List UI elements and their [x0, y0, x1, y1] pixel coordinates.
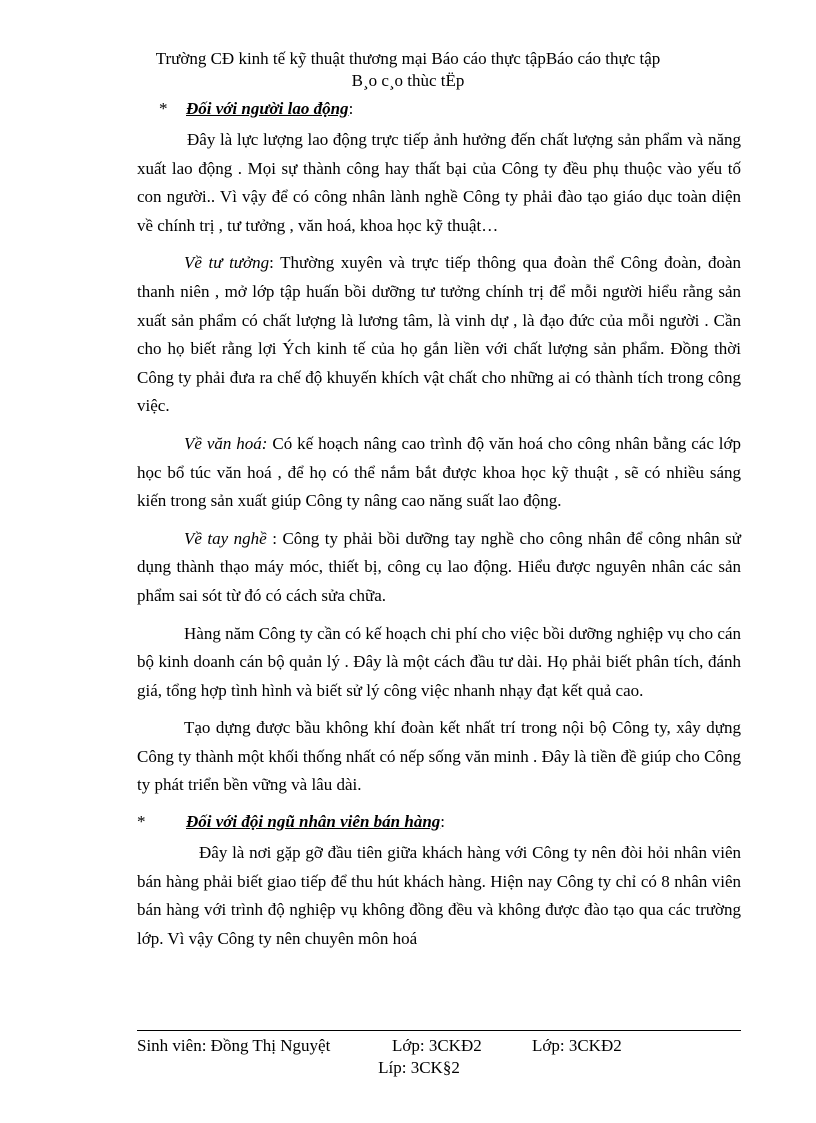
- paragraph-text: Đây là nơi gặp gỡ đầu tiên giữa khách hàng với Công ty nên đòi hỏi nhân viên bán hàng phải biết giao tiếp để thu hút khách hàng. Hiện nay Công ty chỉ có 8 nhân viên bán hàng với trình độ nghiệp vụ không đồng đều và không được đào tạo qua các trường lớp. Vì vậy Công ty nên chuyên môn hoá: [137, 843, 741, 948]
- header-line-1: Trường CĐ kinh tế kỹ thuật thương mại Báo cáo thực tậpBáo cáo thực tập: [155, 49, 661, 68]
- footer-divider: [137, 1030, 741, 1031]
- paragraph-text: Đây là lực lượng lao động trực tiếp ảnh hưởng đến chất lượng sản phẩm và năng xuất lao động . Mọi sự thành công hay thất bại của Công ty đều phụ thuộc vào yếu tố con người.. Vì vậy để có công nhân lành nghề Công ty phải đào tạo giáo dục toàn diện về chính trị , tư tưởng , văn hoá, khoa học kỹ thuật…: [137, 130, 741, 235]
- page-header: [0, 48, 816, 92]
- paragraph-lead: Về tay nghề: [184, 528, 267, 548]
- paragraph: [137, 714, 741, 800]
- paragraph: [137, 525, 741, 611]
- section-heading-workers: [137, 96, 741, 122]
- heading-suffix: :: [440, 812, 446, 832]
- heading-text: Đối với người lao động: [186, 99, 349, 118]
- paragraph: [137, 126, 741, 240]
- paragraph: [137, 839, 741, 953]
- paragraph: [137, 620, 741, 706]
- footer-row: [137, 1035, 741, 1057]
- paragraph-text: : Công ty phải bồi dưỡng tay nghề cho công nhân để công nhân sử dụng thành thạo máy móc, thiết bị, công cụ lao động. Hiểu được nguyên nhân các sản phẩm sai sót từ đó có cách sửa chữa.: [137, 528, 741, 605]
- paragraph-text: Tạo dựng được bầu không khí đoàn kết nhất trí trong nội bộ Công ty, xây dựng Công ty thành một khối thống nhất có nếp sống văn minh . Đây là tiền đề giúp cho Công ty phát triển bền vững và lâu dài.: [137, 718, 741, 795]
- section-heading-sales-staff: [137, 809, 741, 835]
- footer-class: Líp: 3CK§2: [378, 1058, 460, 1077]
- footer-class: Lớp: 3CKĐ2: [532, 1036, 622, 1055]
- header-line-2: B¸o c¸o thùc tËp: [351, 71, 465, 90]
- footer-row: [97, 1057, 741, 1079]
- heading-bullet: *: [137, 812, 146, 832]
- paragraph-text: : Thường xuyên và trực tiếp thông qua đoàn thể Công đoàn, đoàn thanh niên , mở lớp tập huấn bồi dưỡng tư tưởng chính trị để mỗi người hiểu rằng sản xuất sản phẩm có chất lượng là lương tâm, là vinh dự , là đạo đức của mỗi người . Cần cho họ biết rằng lợi Ých kinh tế của họ gắn liền với chất lượng sản phẩm. Đồng thời Công ty phải đưa ra chế độ khuyến khích vật chất cho những ai có thành tích trong công việc.: [137, 253, 741, 416]
- document-body: [137, 96, 741, 962]
- paragraph: [137, 249, 741, 421]
- paragraph: [137, 430, 741, 516]
- heading-bullet: *: [159, 99, 168, 118]
- paragraph-text: Hàng năm Công ty cần có kế hoạch chi phí cho việc bồi dưỡng nghiệp vụ cho cán bộ kinh doanh cán bộ quản lý . Đây là một cách đầu tư dài. Họ phải biết phân tích, đánh giá, tổng hợp tình hình và biết sử lý công việc nhanh nhạy đạt kết quả cao.: [137, 623, 741, 700]
- footer-student: Sinh viên: Đồng Thị Nguyệt: [137, 1036, 331, 1055]
- footer-class: Lớp: 3CKĐ2: [392, 1036, 482, 1055]
- paragraph-text: Có kế hoạch nâng cao trình độ văn hoá cho công nhân bằng các lớp học bổ túc văn hoá , để họ có thể nắm bắt được khoa học kỹ thuật , sẽ có nhiều sáng kiến trong sản xuất giúp Công ty nâng cao năng suất lao động.: [137, 433, 741, 511]
- paragraph-lead: Về văn hoá:: [184, 433, 268, 453]
- heading-text: Đối với đội ngũ nhân viên bán hàng: [186, 812, 441, 832]
- heading-suffix: :: [348, 99, 354, 118]
- paragraph-lead: Về tư tưởng: [184, 253, 270, 273]
- page-footer: [137, 1035, 741, 1079]
